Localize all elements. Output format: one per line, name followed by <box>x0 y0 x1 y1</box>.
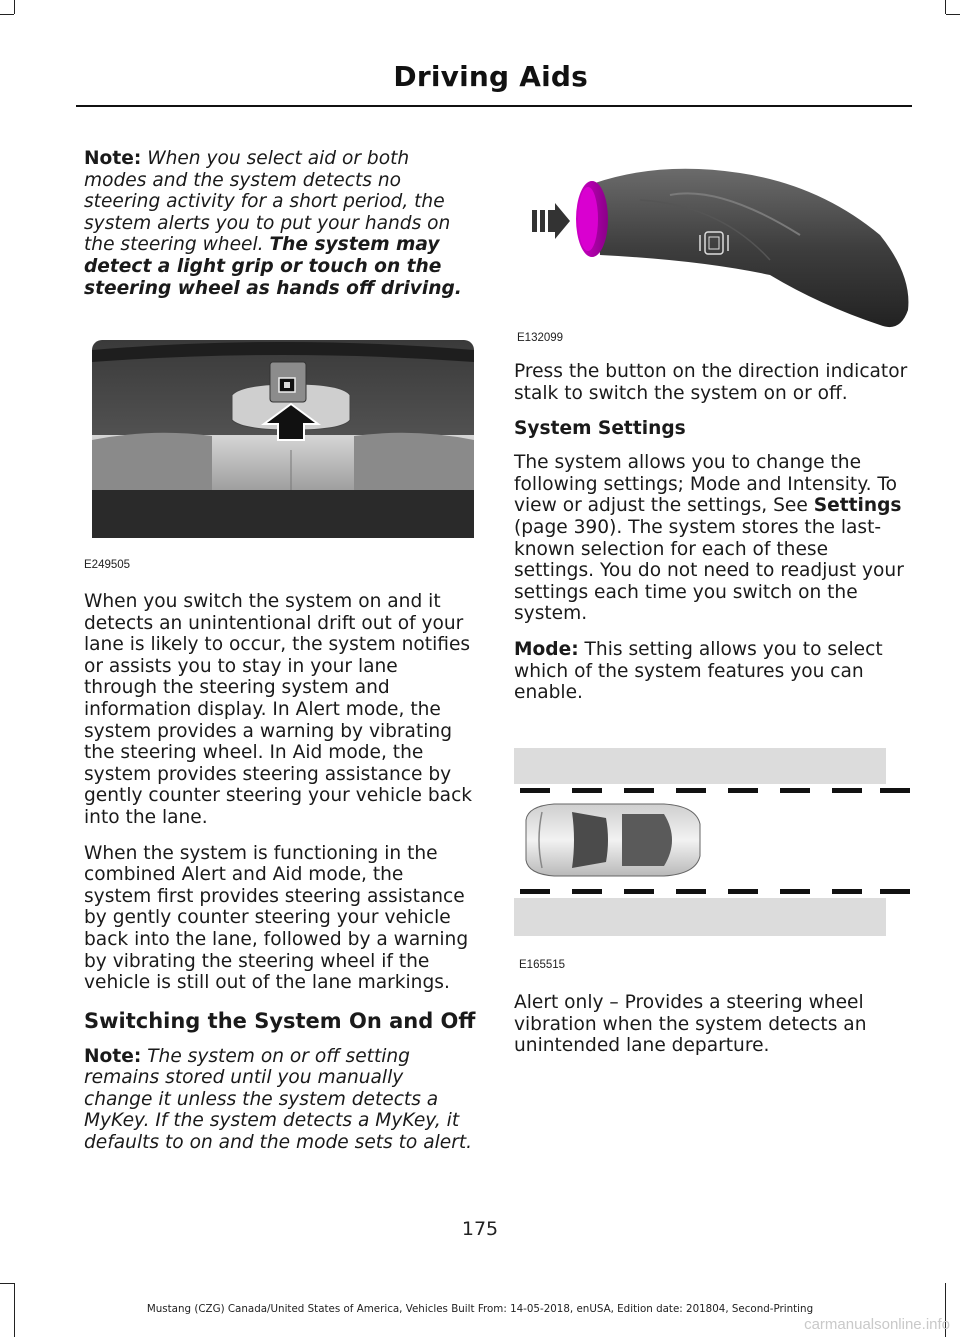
paragraph-alert-only: Alert only – Provides a steering wheel vibration when the system detects an unintended lane departure. <box>514 992 867 1057</box>
left-body <box>84 591 476 1168</box>
lane-car-illustration <box>514 748 910 938</box>
page-number: 175 <box>461 1218 499 1240</box>
settings-text-a: The system allows you to change the following settings; Mode and Intensity. To view or adjust the settings, See <box>514 452 897 517</box>
figure-code-e132099: E132099 <box>517 332 564 344</box>
note-text: When you select aid or both modes and the system detects no steering activity for a short period, the system alerts you to put your hands on the steering wheel. <box>84 148 451 256</box>
note-bold-text: The system may detect a light grip or touch on the steering wheel as hands off driving. <box>84 234 462 299</box>
crop-mark-bottom-left-h <box>0 1283 14 1284</box>
paragraph-combined-mode: When the system is functioning in the combined Alert and Aid mode, the system first provides steering assistance by gently counter steering your vehicle back into the lane, followed by a warning by vibrating the steering wheel if the vehicle is still out of the lane markings. <box>84 842 469 994</box>
figure-code-e249505: E249505 <box>84 559 131 571</box>
right-body-2 <box>514 992 910 1071</box>
settings-link[interactable]: Settings <box>813 495 902 517</box>
watermark: carmanualsonline.info <box>804 1316 950 1333</box>
indicator-stalk-illustration <box>520 165 912 330</box>
footer-text: Mustang (CZG) Canada/United States of America, Vehicles Built From: 14-05-2018, enUSA, Edition date: 201804, Second-Printing <box>146 1303 814 1315</box>
note-text-2: The system on or off setting remains stored until you manually change it unless the system detects a MyKey. If the system detects a MyKey, it defaults to on and the mode sets to alert. <box>84 1045 473 1154</box>
note-label: Note: <box>84 148 142 169</box>
crop-mark-top-left-h <box>0 14 14 15</box>
paragraph-press-button: Press the button on the direction indicator stalk to switch the system on or off. <box>514 361 908 404</box>
mode-label: Mode: <box>514 638 579 660</box>
heading-system-settings: System Settings <box>514 418 686 440</box>
left-note-1 <box>84 148 476 313</box>
note-label-2: Note: <box>84 1045 142 1067</box>
crop-mark-top-left <box>14 0 15 14</box>
camera-windshield-illustration <box>92 340 474 538</box>
section-title: Driving Aids <box>393 60 588 93</box>
crop-mark-top-right <box>945 0 946 14</box>
mode-text: This setting allows you to select which of the system features you can enable. <box>514 638 883 704</box>
crop-mark-top-right-h <box>946 14 960 15</box>
header-rule <box>76 105 912 107</box>
paragraph-lane-keeping: When you switch the system on and it detects an unintentional drift out of your lane is likely to occur, the system notifies or assists you to stay in your lane through the steering system and information display. In Alert mode, the system provides a warning by vibrating the steering wheel. In Aid mode, the system provides steering assistance by gently counter steering your vehicle back into the lane. <box>84 591 473 828</box>
settings-text-b: (page 390). The system stores the last-known selection for each of these settings. You do not need to readjust your settings each time you switch on the system. <box>514 516 904 625</box>
figure-code-e165515: E165515 <box>519 959 566 971</box>
heading-switching-on-off: Switching the System On and Off <box>84 1008 476 1033</box>
right-body <box>514 361 910 718</box>
